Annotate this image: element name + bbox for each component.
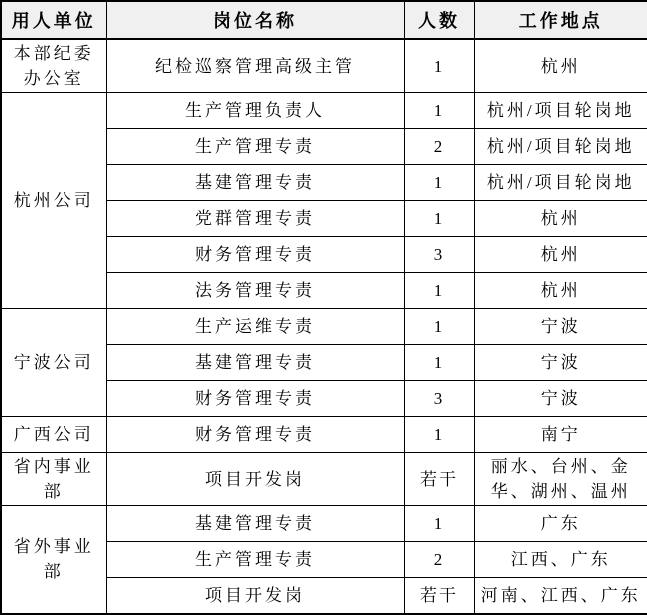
location-cell: 宁波 (474, 381, 647, 417)
position-cell: 党群管理专责 (106, 201, 404, 237)
count-cell: 3 (404, 237, 474, 273)
location-cell: 杭州/项目轮岗地 (474, 93, 647, 129)
location-cell: 河南、江西、广东 (474, 578, 647, 614)
location-cell: 杭州 (474, 273, 647, 309)
count-cell: 2 (404, 129, 474, 165)
location-cell: 杭州/项目轮岗地 (474, 165, 647, 201)
count-cell: 1 (404, 273, 474, 309)
location-cell: 杭州 (474, 201, 647, 237)
unit-cell: 省内事业部 (1, 453, 106, 506)
position-cell: 基建管理专责 (106, 165, 404, 201)
table-header (1, 1, 647, 39)
position-cell: 生产管理负责人 (106, 93, 404, 129)
table-row (1, 93, 647, 129)
position-cell: 生产管理专责 (106, 542, 404, 578)
count-cell: 1 (404, 201, 474, 237)
count-cell: 1 (404, 417, 474, 453)
location-cell: 丽水、台州、金华、湖州、温州 (474, 453, 647, 506)
location-cell: 江西、广东 (474, 542, 647, 578)
location-cell: 杭州 (474, 237, 647, 273)
location-cell: 杭州/项目轮岗地 (474, 129, 647, 165)
count-cell: 1 (404, 506, 474, 542)
location-cell: 宁波 (474, 309, 647, 345)
position-cell: 基建管理专责 (106, 506, 404, 542)
column-header-3: 工作地点 (474, 1, 647, 39)
column-header-0: 用人单位 (1, 1, 106, 39)
header-row (1, 1, 647, 39)
table-body (1, 39, 647, 614)
table-row (1, 417, 647, 453)
count-cell: 1 (404, 165, 474, 201)
position-cell: 生产管理专责 (106, 129, 404, 165)
position-cell: 基建管理专责 (106, 345, 404, 381)
position-cell: 财务管理专责 (106, 237, 404, 273)
table-row (1, 39, 647, 93)
unit-cell: 本部纪委办公室 (1, 39, 106, 93)
table-row (1, 309, 647, 345)
unit-cell: 宁波公司 (1, 309, 106, 417)
count-cell: 1 (404, 93, 474, 129)
column-header-2: 人数 (404, 1, 474, 39)
count-cell: 若干 (404, 453, 474, 506)
unit-cell: 杭州公司 (1, 93, 106, 309)
location-cell: 杭州 (474, 39, 647, 93)
position-cell: 生产运维专责 (106, 309, 404, 345)
position-cell: 法务管理专责 (106, 273, 404, 309)
unit-cell: 广西公司 (1, 417, 106, 453)
table-row (1, 453, 647, 506)
location-cell: 南宁 (474, 417, 647, 453)
column-header-1: 岗位名称 (106, 1, 404, 39)
position-cell: 项目开发岗 (106, 453, 404, 506)
count-cell: 1 (404, 309, 474, 345)
position-cell: 财务管理专责 (106, 417, 404, 453)
count-cell: 3 (404, 381, 474, 417)
position-cell: 纪检巡察管理高级主管 (106, 39, 404, 93)
count-cell: 2 (404, 542, 474, 578)
table-row (1, 506, 647, 542)
unit-cell: 省外事业部 (1, 506, 106, 614)
count-cell: 1 (404, 345, 474, 381)
location-cell: 广东 (474, 506, 647, 542)
position-cell: 财务管理专责 (106, 381, 404, 417)
count-cell: 若干 (404, 578, 474, 614)
location-cell: 宁波 (474, 345, 647, 381)
count-cell: 1 (404, 39, 474, 93)
position-cell: 项目开发岗 (106, 578, 404, 614)
